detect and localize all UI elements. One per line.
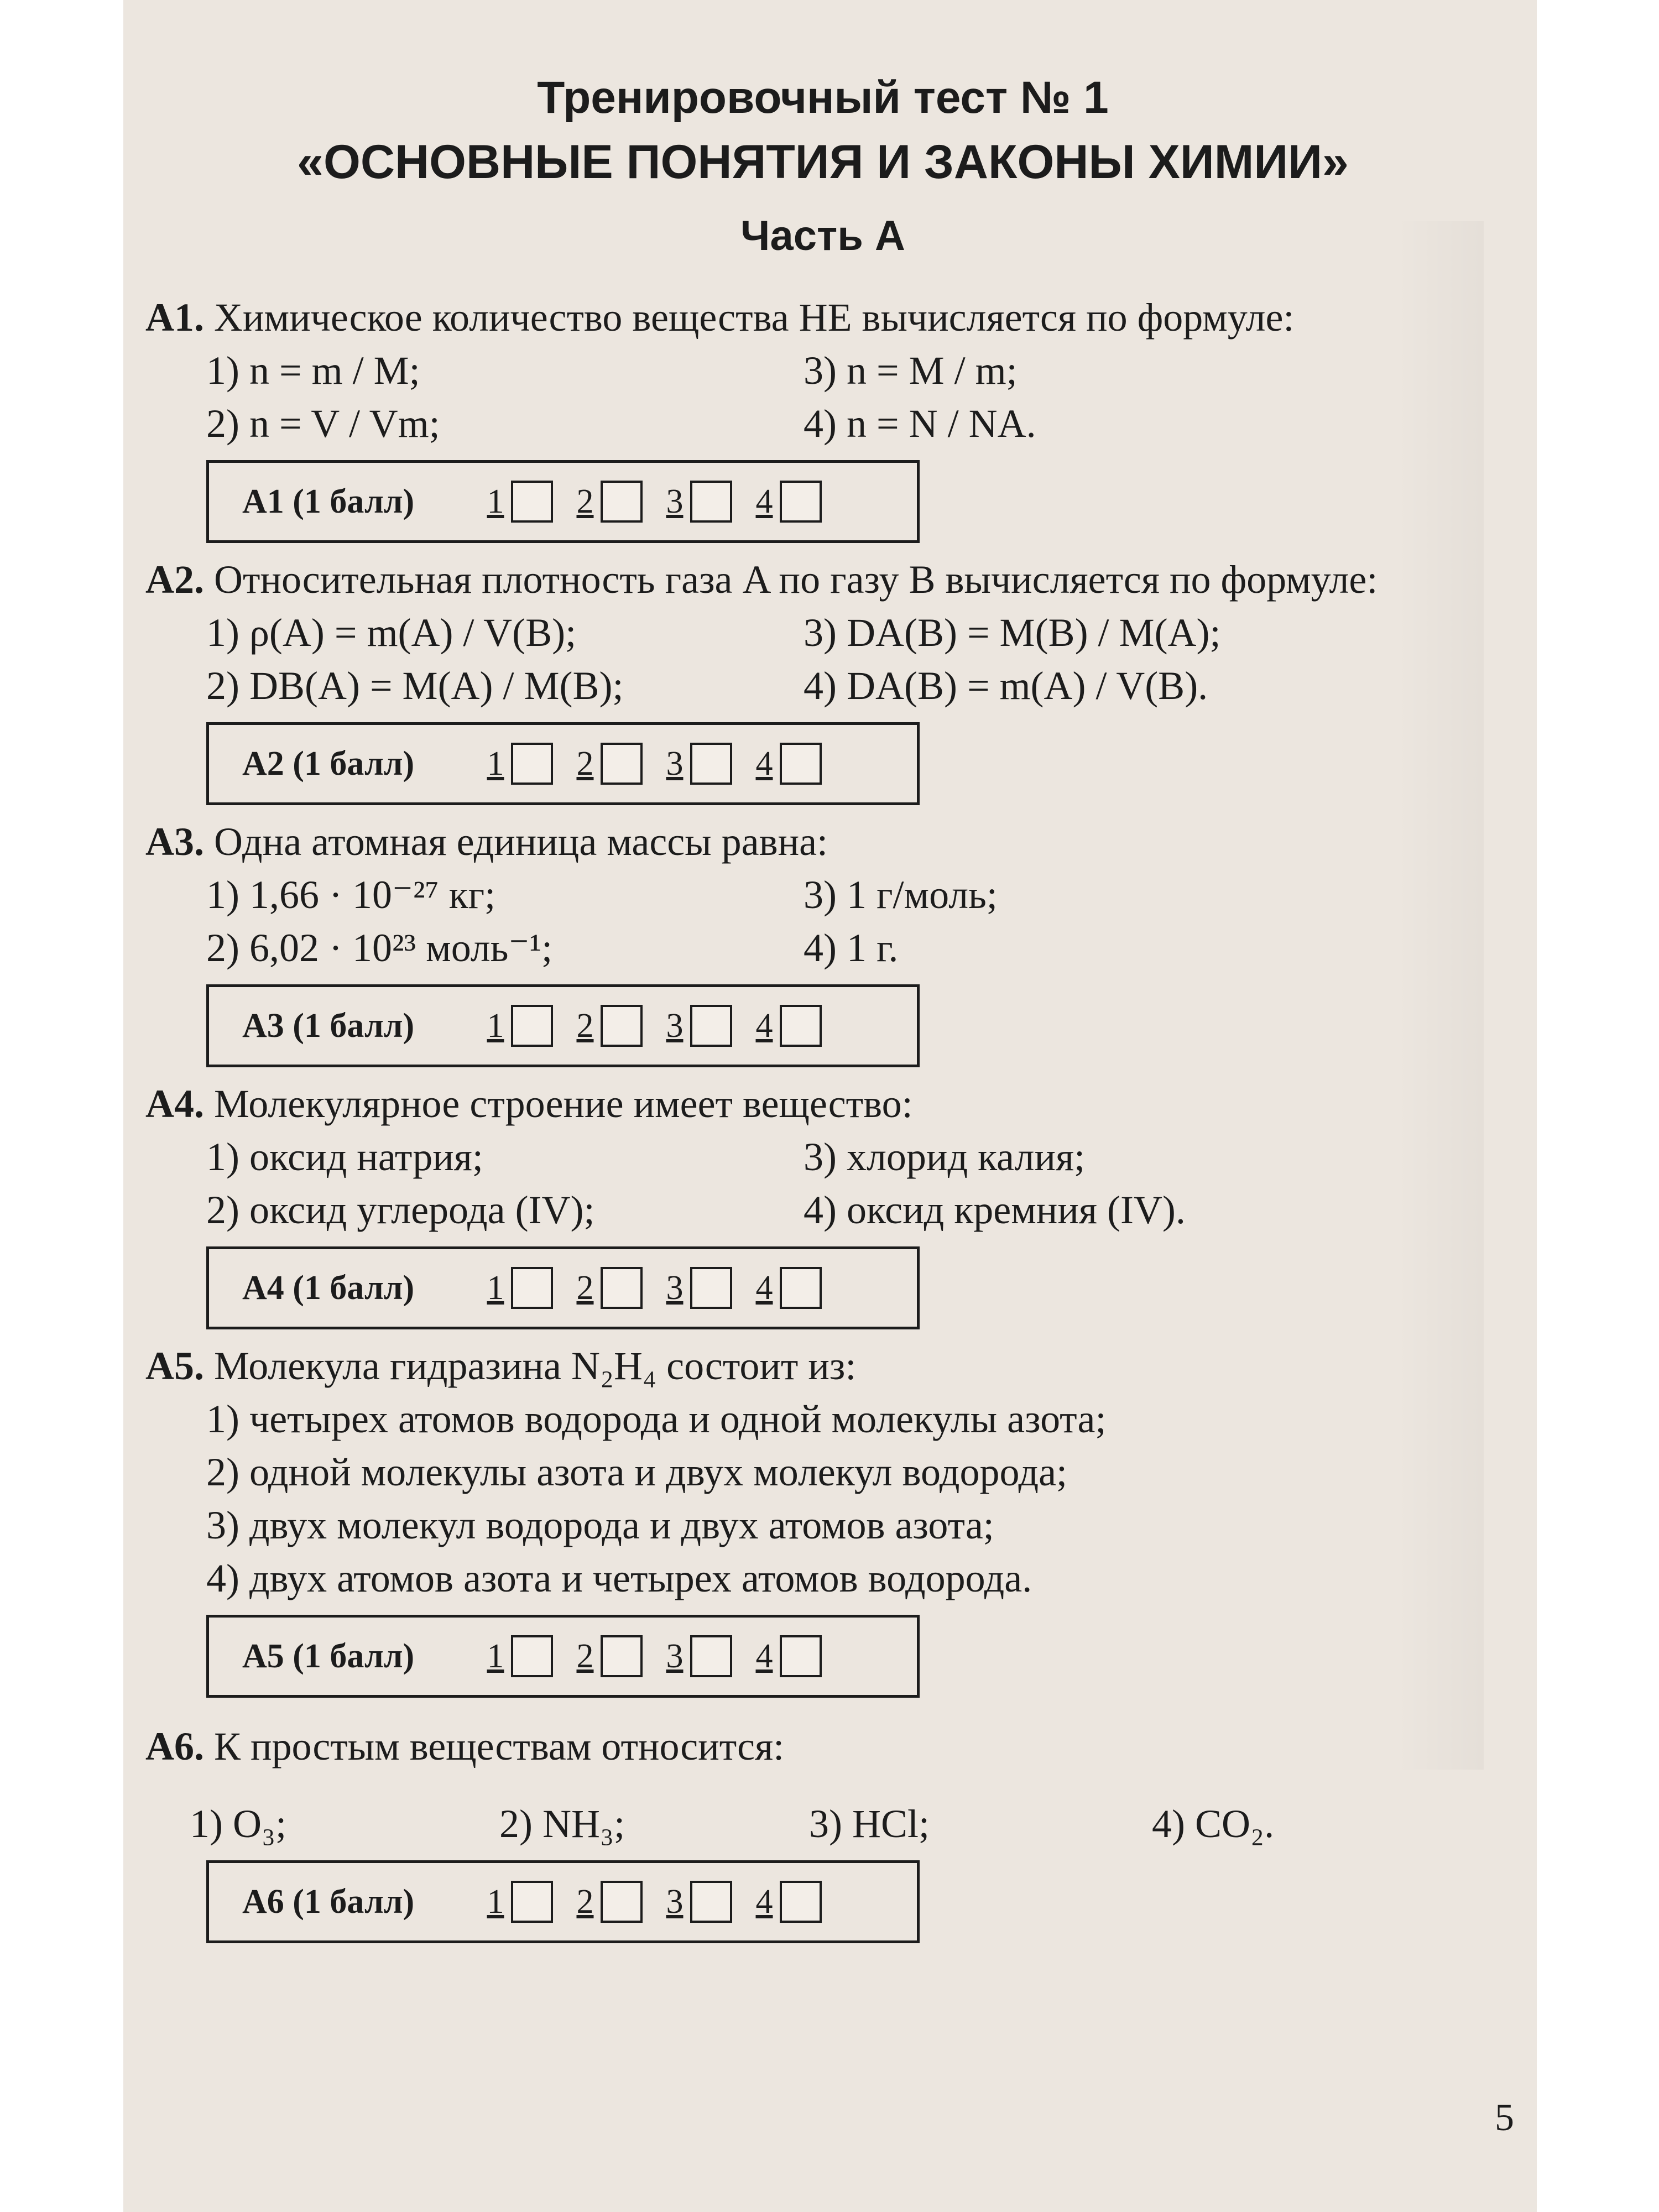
- question-text: Относительная плотность газа A по газу B вычисляется по формуле:: [214, 557, 1378, 602]
- answer-box-a2: [206, 722, 920, 805]
- choice-number: 2: [576, 1006, 594, 1045]
- option: 4) оксид кремния (IV).: [804, 1188, 1186, 1232]
- answer-checkbox[interactable]: [780, 1635, 822, 1677]
- question-a5: [145, 1339, 1456, 1392]
- option: 4) DA(B) = m(A) / V(B).: [804, 664, 1208, 708]
- option: 1) ρ(A) = m(A) / V(B);: [206, 611, 577, 655]
- answer-checkbox[interactable]: [690, 743, 732, 785]
- question-text: Одна атомная единица массы равна:: [214, 820, 828, 864]
- answer-checkbox[interactable]: [690, 1635, 732, 1677]
- choice-number: 4: [755, 744, 773, 782]
- option: 1) n = m / M;: [206, 348, 420, 393]
- choice-number: 4: [755, 1269, 773, 1307]
- choice-number: 2: [576, 1269, 594, 1307]
- question-text: Молекулярное строение имеет вещество:: [214, 1082, 913, 1126]
- option: 2) n = V / Vm;: [206, 401, 440, 446]
- page-number: 5: [1495, 2096, 1514, 2139]
- test-subtitle: «ОСНОВНЫЕ ПОНЯТИЯ И ЗАКОНЫ ХИМИИ»: [297, 135, 1349, 189]
- answer-checkbox[interactable]: [511, 1635, 553, 1677]
- choice-number: 3: [666, 1269, 684, 1307]
- answer-checkbox[interactable]: [780, 1267, 822, 1309]
- answer-label: А5 (1 балл): [242, 1637, 415, 1675]
- option: 4) n = N / NA.: [804, 401, 1036, 446]
- answer-label: А1 (1 балл): [242, 482, 415, 520]
- option: 1) четырех атомов водорода и одной молекулы азота;: [206, 1397, 1107, 1441]
- part-heading: Часть А: [740, 212, 905, 259]
- choice-number: 4: [755, 482, 773, 520]
- test-title: Тренировочный тест № 1: [537, 72, 1109, 123]
- option: 2) NH₃;: [499, 1802, 625, 1846]
- answer-box-a5: [206, 1615, 920, 1698]
- choice-number: 3: [666, 1637, 684, 1675]
- answer-box-a3: [206, 984, 920, 1067]
- answer-checkbox[interactable]: [601, 481, 643, 523]
- question-number: А5.: [145, 1344, 204, 1388]
- options-a1: [145, 344, 1456, 450]
- answer-checkbox[interactable]: [780, 1881, 822, 1923]
- answer-label: А6 (1 балл): [242, 1882, 415, 1921]
- answer-checkbox[interactable]: [780, 481, 822, 523]
- answer-checkbox[interactable]: [690, 1881, 732, 1923]
- choice-number: 1: [487, 1637, 504, 1675]
- question-a6: [145, 1720, 1456, 1773]
- choice-number: 4: [755, 1882, 773, 1921]
- question-a3: [145, 815, 1456, 868]
- option: 2) одной молекулы азота и двух молекул водорода;: [206, 1450, 1068, 1494]
- question-a2: [145, 553, 1456, 606]
- question-number: А2.: [145, 557, 204, 602]
- answer-checkbox[interactable]: [511, 481, 553, 523]
- choice-number: 1: [487, 1882, 504, 1921]
- book-page: [123, 0, 1537, 2212]
- answer-box-a4: [206, 1246, 920, 1329]
- option: 3) двух молекул водорода и двух атомов азота;: [206, 1503, 994, 1547]
- answer-box-a6: [206, 1860, 920, 1943]
- choice-number: 2: [576, 744, 594, 782]
- options-a6: [145, 1797, 1456, 1850]
- question-text: Молекула гидразина N₂H₄ состоит из:: [214, 1344, 857, 1388]
- answer-checkbox[interactable]: [780, 1005, 822, 1047]
- answer-checkbox[interactable]: [511, 1005, 553, 1047]
- choice-number: 3: [666, 744, 684, 782]
- choice-number: 1: [487, 482, 504, 520]
- answer-label: А2 (1 балл): [242, 744, 415, 782]
- option: 4) CO₂.: [1152, 1802, 1275, 1846]
- options-a5: [145, 1392, 1456, 1605]
- question-number: А4.: [145, 1082, 204, 1126]
- option: 3) хлорид калия;: [804, 1135, 1086, 1179]
- option: 4) двух атомов азота и четырех атомов водорода.: [206, 1556, 1032, 1600]
- choice-number: 1: [487, 1269, 504, 1307]
- answer-checkbox[interactable]: [690, 481, 732, 523]
- question-text: К простым веществам относится:: [214, 1724, 785, 1768]
- options-a2: [145, 606, 1456, 712]
- option: 2) DB(A) = M(A) / M(B);: [206, 664, 624, 708]
- answer-checkbox[interactable]: [690, 1005, 732, 1047]
- question-a4: [145, 1077, 1456, 1130]
- question-text: Химическое количество вещества НЕ вычисляется по формуле:: [214, 295, 1295, 340]
- option: 2) 6,02 · 10²³ моль⁻¹;: [206, 926, 553, 970]
- option: 3) 1 г/моль;: [804, 873, 998, 917]
- option: 4) 1 г.: [804, 926, 899, 970]
- answer-checkbox[interactable]: [601, 1005, 643, 1047]
- option: 3) HCl;: [809, 1802, 930, 1846]
- question-number: А6.: [145, 1724, 204, 1768]
- choice-number: 2: [576, 1882, 594, 1921]
- choice-number: 4: [755, 1006, 773, 1045]
- answer-checkbox[interactable]: [690, 1267, 732, 1309]
- choice-number: 4: [755, 1637, 773, 1675]
- option: 3) DA(B) = M(B) / M(A);: [804, 611, 1221, 655]
- answer-checkbox[interactable]: [601, 1881, 643, 1923]
- answer-checkbox[interactable]: [511, 743, 553, 785]
- option: 1) оксид натрия;: [206, 1135, 483, 1179]
- answer-checkbox[interactable]: [511, 1267, 553, 1309]
- question-number: А3.: [145, 820, 204, 864]
- answer-label: А3 (1 балл): [242, 1006, 415, 1045]
- choice-number: 1: [487, 1006, 504, 1045]
- choice-number: 3: [666, 1882, 684, 1921]
- question-number: А1.: [145, 295, 204, 340]
- choice-number: 1: [487, 744, 504, 782]
- choice-number: 2: [576, 482, 594, 520]
- options-a3: [145, 868, 1456, 974]
- question-a1: [145, 291, 1456, 344]
- answer-checkbox[interactable]: [780, 743, 822, 785]
- option: 2) оксид углерода (IV);: [206, 1188, 595, 1232]
- answer-box-a1: [206, 460, 920, 543]
- answer-checkbox[interactable]: [601, 743, 643, 785]
- option: 1) 1,66 · 10⁻²⁷ кг;: [206, 873, 496, 917]
- answer-checkbox[interactable]: [601, 1635, 643, 1677]
- page-content: [145, 72, 1456, 1953]
- choice-number: 2: [576, 1637, 594, 1675]
- choice-number: 3: [666, 482, 684, 520]
- answer-checkbox[interactable]: [601, 1267, 643, 1309]
- option: 3) n = M / m;: [804, 348, 1018, 393]
- choice-number: 3: [666, 1006, 684, 1045]
- options-a4: [145, 1130, 1456, 1237]
- answer-label: А4 (1 балл): [242, 1269, 415, 1307]
- answer-checkbox[interactable]: [511, 1881, 553, 1923]
- option: 1) O₃;: [190, 1802, 287, 1846]
